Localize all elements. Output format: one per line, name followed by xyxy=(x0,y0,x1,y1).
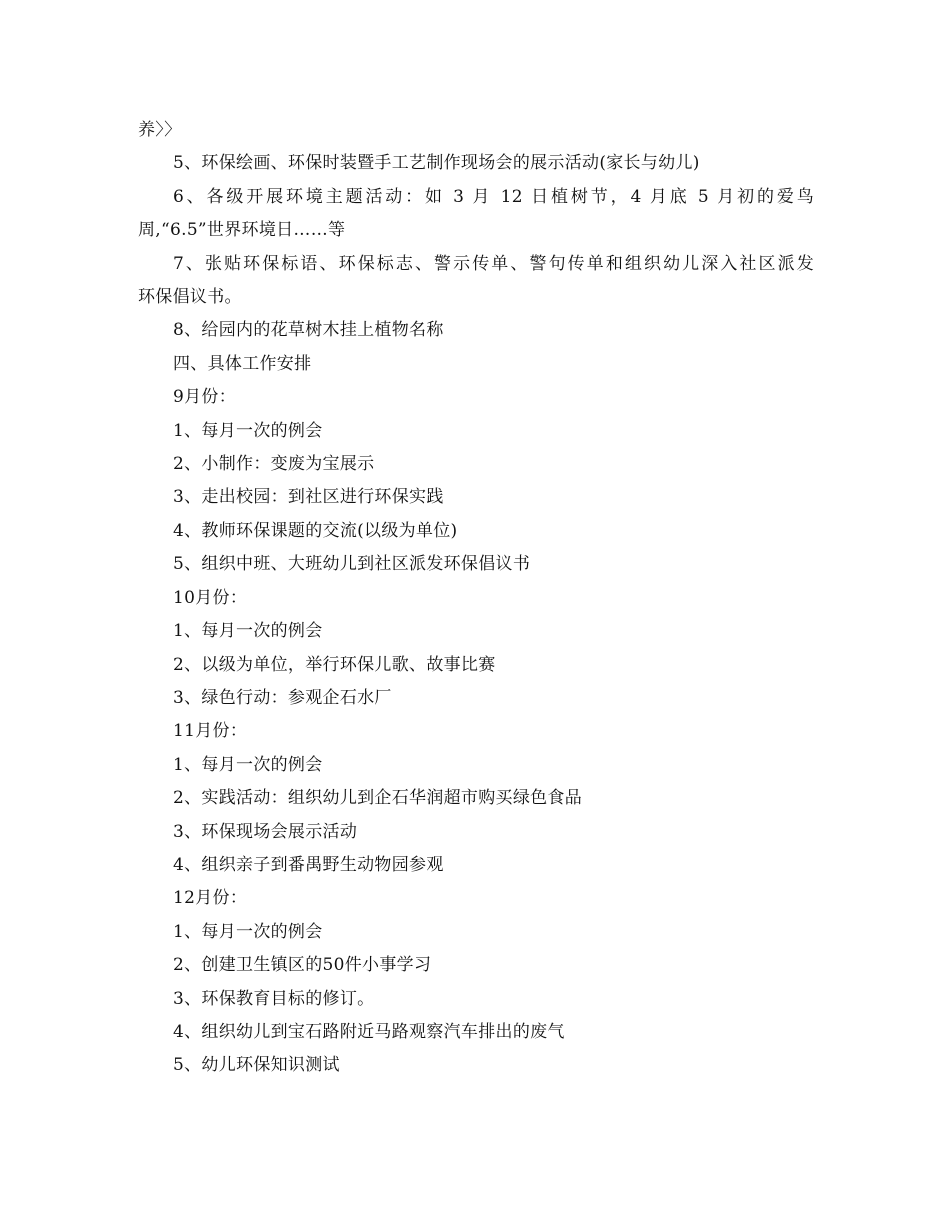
list-item: 2、创建卫生镇区的50件小事学习 xyxy=(173,955,432,976)
list-item: 4、组织亲子到番禺野生动物园参观 xyxy=(173,854,444,875)
list-item: 3、走出校园：到社区进行环保实践 xyxy=(173,487,444,508)
list-item: 1、每月一次的例会 xyxy=(173,921,323,942)
list-item: 5、幼儿环保知识测试 xyxy=(173,1055,340,1076)
month-heading-december: 12月份： xyxy=(173,888,248,909)
text-line-activity-5: 5、环保绘画、环保时装暨手工艺制作现场会的展示活动(家长与幼儿) xyxy=(173,153,700,174)
month-heading-october: 10月份： xyxy=(173,587,248,608)
text-line-activity-8: 8、给园内的花草树木挂上植物名称 xyxy=(173,320,444,341)
list-item: 2、以级为单位，举行环保儿歌、故事比赛 xyxy=(173,654,496,675)
section-heading-schedule: 四、具体工作安排 xyxy=(173,353,312,374)
text-line-activity-6-cont: 周,“6.5”世界环境日……等 xyxy=(138,220,346,241)
text-line-activity-6: 6、各级开展环境主题活动：如 3 月 12 日植树节，4 月底 5 月初的爱鸟 xyxy=(173,186,814,207)
text-line-continuation: 养〉〉 xyxy=(138,120,182,140)
list-item: 2、小制作：变废为宝展示 xyxy=(173,454,375,475)
list-item: 4、组织幼儿到宝石路附近马路观察汽车排出的废气 xyxy=(173,1021,565,1042)
list-item: 3、绿色行动：参观企石水厂 xyxy=(173,687,392,708)
month-heading-november: 11月份： xyxy=(173,721,248,742)
text-line-activity-7: 7、张贴环保标语、环保标志、警示传单、警句传单和组织幼儿深入社区派发 xyxy=(173,253,814,274)
month-heading-september: 9月份： xyxy=(173,387,237,408)
document-body xyxy=(138,114,814,1083)
list-item: 1、每月一次的例会 xyxy=(173,754,323,775)
list-item: 3、环保现场会展示活动 xyxy=(173,821,358,842)
list-item: 1、每月一次的例会 xyxy=(173,621,323,642)
list-item: 3、环保教育目标的修订。 xyxy=(173,988,375,1009)
list-item: 4、教师环保课题的交流(以级为单位) xyxy=(173,520,458,541)
list-item: 5、组织中班、大班幼儿到社区派发环保倡议书 xyxy=(173,554,531,575)
list-item: 2、实践活动：组织幼儿到企石华润超市购买绿色食品 xyxy=(173,788,583,809)
text-line-activity-7-cont: 环保倡议书。 xyxy=(138,287,242,308)
list-item: 1、每月一次的例会 xyxy=(173,420,323,441)
